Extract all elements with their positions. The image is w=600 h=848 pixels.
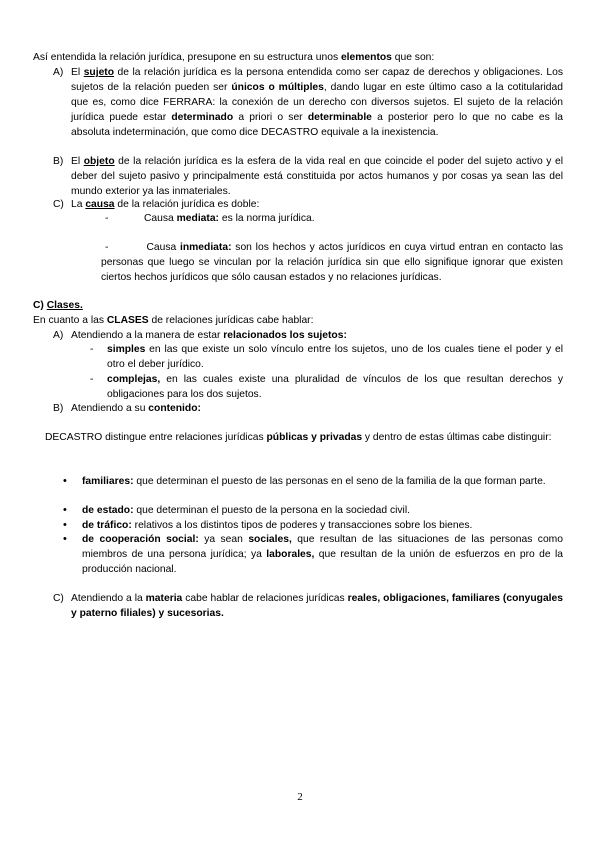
bullet-cooperacion-social: • de cooperación social: ya sean sociales, que resultan de las situaciones de las personas como miembros de una persona jurídica; ya laborales, que resultan de la unión de esfuerzos en pro de la producción nacional. xyxy=(63,533,563,575)
item-c-causa xyxy=(53,197,563,212)
clases-item-a: A) Atendiendo a la manera de estar relacionados los sujetos: xyxy=(53,330,347,341)
clases-intro: En cuanto a las CLASES de relaciones jurídicas cabe hablar: xyxy=(33,315,314,326)
causa-mediata: - Causa mediata: es la norma jurídica. xyxy=(105,213,315,224)
causa-inmediata: - Causa inmediata: son los hechos y actos jurídicos en cuya virtud entran en contacto las personas que luego se vinculan por la relación jurídica sin que ello signifique ignorar que existen ciertos hechos jurídicos que sólo causan estados y no relaciones jurídicas. xyxy=(101,242,563,283)
page-number: 2 xyxy=(297,791,303,803)
bullet-de-estado: • de estado: que determinan el puesto de la persona en la sociedad civil. xyxy=(63,504,410,516)
clases-item-c-materia: C) Atendiendo a la materia cabe hablar de relaciones jurídicas reales, obligaciones, familiares (conyugales y paterno filiales) y sucesorias. xyxy=(53,593,563,619)
item-label: A) xyxy=(53,67,64,78)
item-label: B) xyxy=(53,403,64,414)
bullet-de-trafico: • de tráfico: relativos a los distintos tipos de poderes y transacciones sobre los bienes. xyxy=(63,519,473,531)
item-label: A) xyxy=(53,330,64,341)
item-b-objeto xyxy=(53,154,563,199)
item-label: B) xyxy=(53,156,64,167)
clase-simples: - simples en las que existe un solo vínculo entre los sujetos, uno de los cuales tiene el poder y el otro el deber jurídico. xyxy=(90,344,563,370)
item-label: C) xyxy=(53,199,64,210)
item-text: El sujeto de la relación jurídica es la persona entendida como ser capaz de derechos y obligaciones. Los sujetos de la relación pueden ser únicos o múltiples, dando lugar en este último caso a la cotitularidad que es, como dice FERRARA: la conexión de un derecho con diversos sujetos. El sujeto de la relación jurídica puede estar determinado a priori o ser determinable a posterior pero lo que no cabe es la absoluta indeterminación, que como dice DECASTRO equivale a la inexistencia. xyxy=(71,67,564,138)
item-a-sujeto xyxy=(53,65,563,140)
bullet-dot: • xyxy=(63,519,67,531)
item-label: C) xyxy=(53,593,64,604)
bullet-dot: • xyxy=(63,475,67,487)
clases-item-b: B) Atendiendo a su contenido: xyxy=(53,403,201,414)
intro-paragraph: Así entendida la relación jurídica, presupone en su estructura unos elementos que son: xyxy=(33,52,435,63)
clase-complejas: - complejas, en las cuales existe una pluralidad de vínculos de los que resultan derechos y obligaciones para los dos sujetos. xyxy=(90,374,563,400)
bullet-dot: • xyxy=(63,533,67,545)
item-text: La causa de la relación jurídica es doble: xyxy=(71,199,260,210)
dash-bullet: - xyxy=(90,374,94,385)
dash-bullet: - xyxy=(105,242,109,253)
bullet-dot: • xyxy=(63,504,67,516)
section-heading-clases: C) Clases. xyxy=(33,300,83,311)
bullet-familiares: • familiares: que determinan el puesto de las personas en el seno de la familia de la que forman parte. xyxy=(63,475,546,487)
item-text: El objeto de la relación jurídica es la esfera de la vida real en que coincide el poder del sujeto activo y el deber del sujeto pasivo y principalmente está constituida por actos humanos y por cosas ya sean las del mundo exterior ya las inmateriales. xyxy=(71,156,563,197)
decastro-paragraph: DECASTRO distingue entre relaciones jurídicas públicas y privadas y dentro de estas últimas cabe distinguir: xyxy=(45,432,552,443)
dash-bullet: - xyxy=(90,344,94,355)
dash-bullet: - xyxy=(105,213,109,224)
